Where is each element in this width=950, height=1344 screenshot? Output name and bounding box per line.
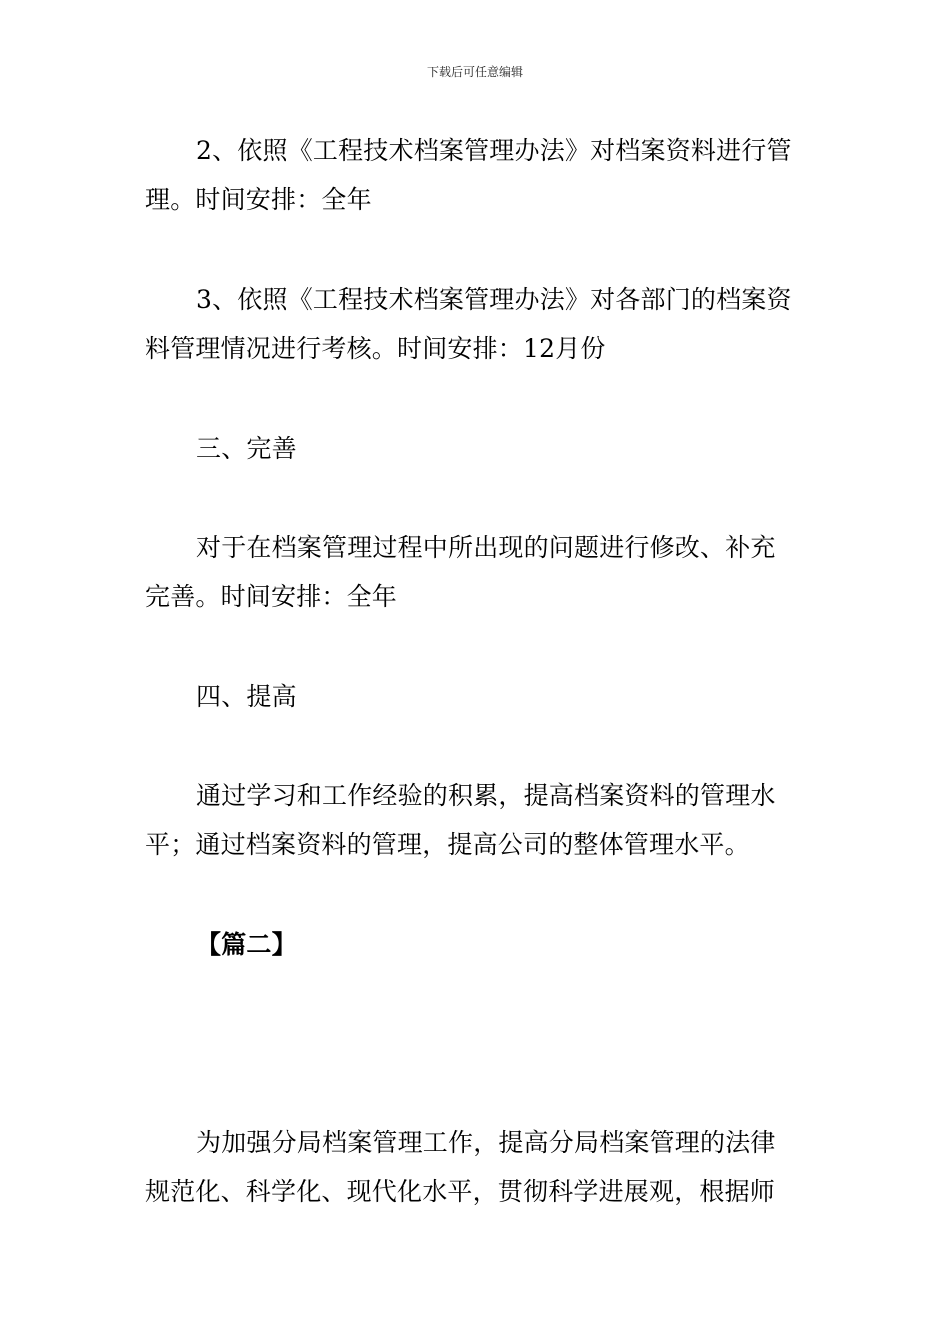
part-two-paragraph-line-2: 规范化、科学化、现代化水平，贯彻科学进展观，根据师 [145, 1177, 776, 1206]
section-heading-raise: 四、提高 [196, 682, 297, 711]
raise-paragraph-line-2: 平；通过档案资料的管理，提高公司的整体管理水平。 [145, 830, 750, 859]
improve-paragraph-line-1: 对于在档案管理过程中所出现的问题进行修改、补充 [196, 533, 776, 562]
item-3-line-2: 料管理情况进行考核。时间安排：12月份 [145, 334, 606, 363]
section-heading-improve: 三、完善 [196, 434, 297, 463]
item-2-line-1: 2、依照《工程技术档案管理办法》对档案资料进行管 [196, 136, 792, 165]
part-two-heading: 【篇二】 [196, 930, 297, 959]
raise-paragraph-line-1: 通过学习和工作经验的积累，提高档案资料的管理水 [196, 781, 776, 810]
improve-paragraph-line-2: 完善。时间安排：全年 [145, 582, 398, 611]
part-two-paragraph-line-1: 为加强分局档案管理工作，提高分局档案管理的法律 [196, 1128, 776, 1157]
page-header: 下载后可任意编辑 [426, 65, 523, 79]
item-2-line-2: 理。时间安排：全年 [145, 185, 372, 214]
item-3-line-1: 3、依照《工程技术档案管理办法》对各部门的档案资 [196, 285, 792, 314]
